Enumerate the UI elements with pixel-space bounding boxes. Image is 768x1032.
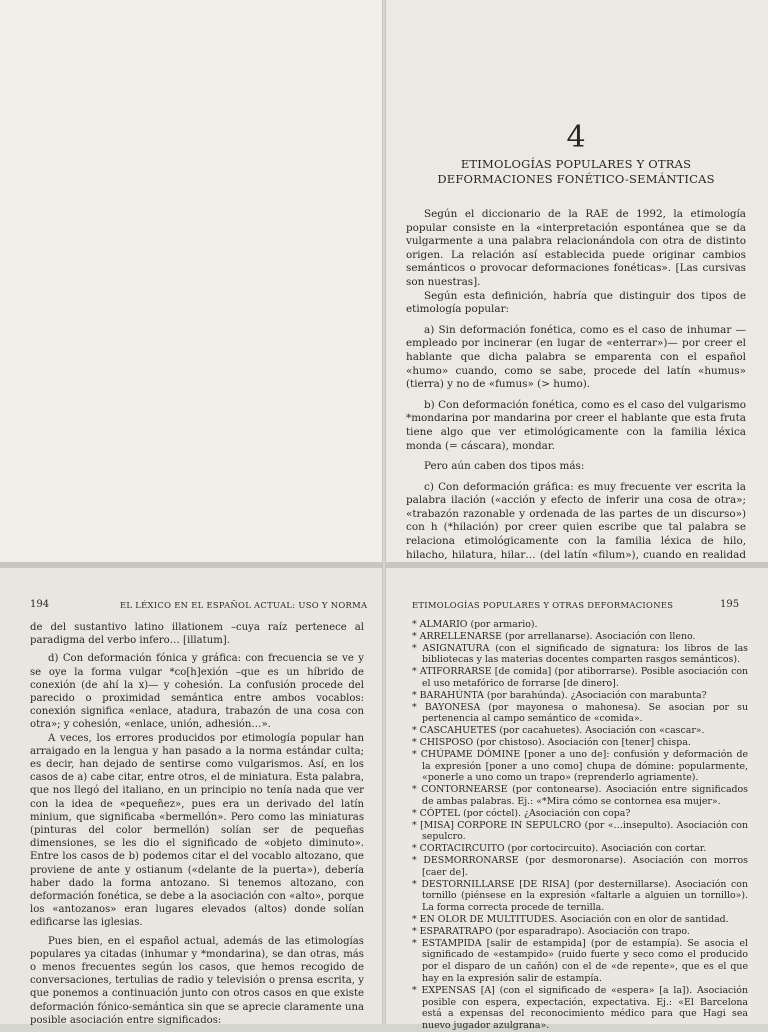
- blank-page-top-left: [0, 0, 384, 565]
- page-number: 194: [30, 599, 50, 610]
- chapter-title-line-1: ETIMOLOGÍAS POPULARES Y OTRAS: [460, 157, 692, 171]
- page-194: [0, 565, 384, 1024]
- paragraph: Según el diccionario de la RAE de 1992, la etimología popular consiste en la «interpretación espontánea que se da vulgarmente a una palabra relacionándola con otra de distinto origen. La relación así establecida puede originar cambios semánticos o provocar deformaciones fonéticas». [Las cursivas son nuestras].: [406, 208, 746, 288]
- chapter-title: [414, 157, 738, 187]
- list-item: * ESPARATRAPO (por esparadrapo). Asociación con trapo.: [412, 925, 690, 937]
- paragraph: Pero aún caben dos tipos más:: [424, 460, 585, 473]
- list-item: * ESTAMPIDA [salir de estampida] (por de estampía). Se asocia el significado de «estampido» (ruido fuerte y seco como el producido por el disparo de un cañón) con el de «de repente», que es el que hay en la expresión salir de estampía.: [412, 937, 748, 984]
- list-item: * DESMORRONARSE (por desmoronarse). Asociación con morros [caer de].: [412, 854, 748, 878]
- running-head: ETIMOLOGÍAS POPULARES Y OTRAS DEFORMACIONES: [412, 600, 674, 610]
- list-item: * EN OLOR DE MULTITUDES. Asociación con en olor de santidad.: [412, 913, 729, 925]
- chapter-title-line-2: DEFORMACIONES FONÉTICO-SEMÁNTICAS: [437, 172, 715, 186]
- chapter-number: 4: [566, 120, 586, 155]
- page-194-body: [30, 621, 364, 1027]
- paragraph: de del sustantivo latino illationem –cuya raíz pertenece al paradigma del verbo infero… [illatum].: [30, 622, 364, 647]
- paragraph-type-b: b) Con deformación fonética, como es el caso del vulgarismo *mondarina por mandarina por creer el hablante que esta fruta tiene algo que ver etimológicamente con la familia léxica monda (= cáscara), mondar.: [406, 398, 746, 452]
- paragraph-type-a: a) Sin deformación fonética, como es el caso de inhumar —empleado por incinerar (en lugar de «enterrar»)— por creer el hablante que dicha palabra se emparenta con el español «humo» cuando, como se sabe, procede del latín «humus» (tierra) y no de «fumus» (> humo).: [406, 323, 746, 391]
- list-item: * CHISPOSO (por chistoso). Asociación con [tener] chispa.: [412, 736, 691, 748]
- list-item: * CONTORNEARSE (por contonearse). Asociación entre significados de ambas palabras. Ej.: «*Mira cómo se contornea esa mujer».: [412, 784, 748, 807]
- list-item: * CASCAHUETES (por cacahuetes). Asociación con «cascar».: [412, 725, 705, 737]
- chapter-opening-page: [384, 0, 768, 565]
- list-item: * BARAHÚNTA (por barahúnda). ¿Asociación con marabunta?: [412, 689, 707, 701]
- paragraph: Según esta definición, habría que distinguir dos tipos de etimología popular:: [406, 289, 746, 316]
- list-item: * ASIGNATURA (con el significado de signatura: los libros de las bibliotecas y las materias docentes comparten rasgos semánticos).: [412, 642, 748, 666]
- running-head: EL LÉXICO EN EL ESPAÑOL ACTUAL: USO Y NORMA: [120, 600, 368, 610]
- list-item: * ARRELLENARSE (por arrellanarse). Asociación con lleno.: [412, 630, 696, 642]
- paragraph: Pues bien, en el español actual, además de las etimologías populares ya citadas (inhumar y *mondarina), se dan otras, más o menos frecuentes según los casos, que hemos recogido de conversaciones, tertulias de radio y televisión o prensa escrita, y que ponemos a continuación junto con otros casos en que existe deformación fónico-semántica sin que se aprecie claramente una posible asociación entre significados:: [30, 935, 364, 1026]
- list-item: * DESTORNILLARSE [DE RISA] (por desternillarse). Asociación con tornillo (piénsese en la expresión «faltarle a alguien un tornillo»). La forma correcta procede de ternilla.: [412, 878, 748, 914]
- entry-list: [412, 619, 748, 1032]
- page-number: 195: [720, 599, 740, 610]
- list-item: * ALMARIO (por armario).: [412, 619, 538, 630]
- chapter-body: [406, 208, 746, 576]
- list-item: * BAYONESA (por mayonesa o mahonesa). Se asocian por su pertenencia al campo semántico de «comida».: [412, 701, 748, 725]
- list-item: * EXPENSAS [A] (con el significado de «espera» [a la]). Asociación posible con espera, expectación, expectativa. Ej.: «El Barcelona está a expensas del reconocimiento médico para que Hagi sea nuevo jugador azulgrana».: [412, 984, 748, 1032]
- book-spine: [382, 0, 386, 1024]
- page-195: [384, 565, 768, 1032]
- paragraph-type-d: d) Con deformación fónica y gráfica: con frecuencia se ve y se oye la forma vulgar *co[h]exión –que es un híbrido de conexión (de ahí la x)— y cohesión. La confusión procede del parecido o proximidad semántica entre ambos vocablos: conexión significa «enlace, atadura, trabazón de una cosa con otra»; y cohesión, «enlace, unión, adhesión…».: [30, 653, 364, 731]
- list-item: * ATIFORRARSE [de comida] (por atiborrarse). Posible asociación con el uso metafórico de forrarse [de dinero].: [412, 666, 748, 689]
- list-item: * CORTACIRCUITO (por cortocircuito). Asociación con cortar.: [412, 843, 707, 855]
- paragraph: A veces, los errores producidos por etimología popular han arraigado en la lengua y han pasado a la norma estándar culta; es decir, han dejado de sentirse como vulgarismos. Así, en los casos de a) cabe citar, entre otros, el de miniatura. Esta palabra, que nos llegó del italiano, en un principio no tenía nada que ver con la idea de «pequeñez», pues era un derivado del latín minium, que significaba «bermellón». Pero como las miniaturas (pinturas del color bermellón) solían ser de pequeñas dimensiones, se les dio el significado de «objeto diminuto». Entre los casos de b) podemos citar el del vocablo altozano, que proviene de ante y ostianum («delante de la puerta»), debería haber dado la forma antozano. Si tenemos altozano, con deformación fonética, se debe a la asociación con «alto», porque los «antozanos» eran lugares elevados (altos) donde solían edificarse las iglesias.: [30, 732, 364, 929]
- list-item: * CHÚPAME DÓMINE [poner a uno de]: confusión y deformación de la expresión [poner a uno como] chupa de dómine: popularmente, «ponerle a uno como un trapo» (reprenderlo agriamente).: [412, 748, 748, 784]
- paragraph-type-c: c) Con deformación gráfica: es muy frecuente ver escrita la palabra ilación («acción y efecto de inferir una cosa de otra»; «trabazón razonable y ordenada de las partes de un discurso») con h (*hilación) por creer quien escribe que tal palabra se relaciona etimológicamente con la familia léxica de hilo, hilacho, hilatura, hilar… (del latín «filum»), cuando en realidad: [406, 480, 746, 561]
- list-item: * CÓPTEL (por cóctel). ¿Asociación con copa?: [412, 807, 631, 819]
- list-item: * [MISA] CORPORE IN SEPULCRO (por «…insepulto). Asociación con sepulcro.: [412, 819, 748, 843]
